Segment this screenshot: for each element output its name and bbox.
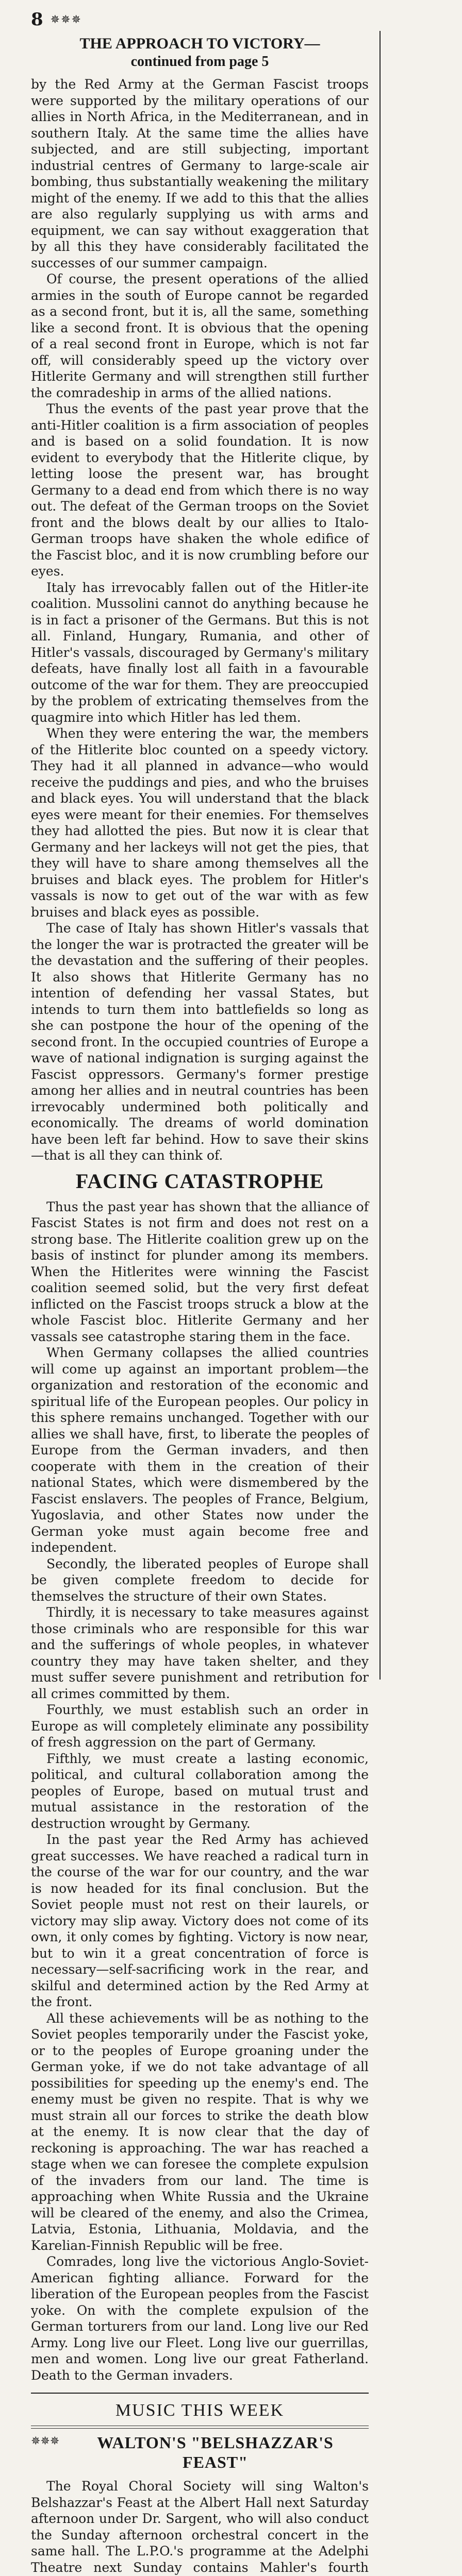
music-section-title: MUSIC THIS WEEK [115, 2401, 285, 2420]
article-paragraph: Italy has irrevocably fallen out of the Hitler-ite coalition. Mussolini cannot do anything because he is in fact a prisoner of the Germans. But this is not all. Finland, Hungary, Rumania, and other of Hitler's vassals, discouraged by Germany's military defeats, have finally lost all faith in a favourable outcome of the war for them. They are preoccupied by the problem of extricating themselves from the quagmire into which Hitler has led them. [31, 580, 369, 725]
article-subtitle: continued from page 5 [130, 54, 269, 70]
article-paragraph: In the past year the Red Army has achieved great successes. We have reached a radical turn in the course of the war for our country, and the war is now headed for its final conclusion. But the Soviet people must not rest on their laurels, or victory may slip away. Victory does not come of its own, it only comes by fighting. Victory is now near, but to win it a great concentration of force is necessary—self-sacrificing work in the rear, and skilful and determined action by the Red Army at the front. [31, 1832, 369, 2009]
article-paragraph: The case of Italy has shown Hitler's vassals that the longer the war is protracted the greater will be the devastation and the suffering of their peoples. It also shows that Hitlerite Germany has no intention of defending her vassal States, but intends to turn them into battlefields so long as she can postpone the hour of the opening of the second front. In the occupied countries of Europe a wave of national indignation is surging against the Fascist oppressors. Germany's former prestige among her allies and in neutral countries has been irrevocably undermined both politically and economically. The dreams of world domination have been left far behind. How to save their skins—that is all they can think of. [31, 921, 369, 1163]
article-title: THE APPROACH TO VICTORY— [79, 35, 320, 52]
article-paragraph: Fourthly, we must establish such an order in Europe as will completely eliminate any possibility of fresh aggression on the part of Germany. [31, 1702, 369, 1750]
stars-ornament-icon: ✵✵✵ [50, 13, 82, 26]
article-paragraph: Secondly, the liberated peoples of Europe shall be given complete freedom to decide for themselves the structure of their own States. [31, 1556, 369, 1604]
article-paragraph: All these achievements will be as nothing to the Soviet peoples temporarily under the Fascist yoke, or to the peoples of Europe groaning under the German yoke, if we do not take advantage of all possibilities for speeding up the enemy's end. The enemy must be given no respite. That is why we must strain all our forces to strike the death blow at the enemy. It is now clear that the day of reckoning is approaching. The war has reached a stage when we can foresee the complete expulsion of the invaders from our land. The time is approaching when White Russia and the Ukraine will be cleared of the enemy, and also the Crimea, Latvia, Estonia, Lithuania, Moldavia, and the Karelian-Finnish Republic will be free. [31, 2010, 369, 2253]
double-rule [31, 2426, 369, 2429]
page-header [31, 9, 82, 30]
music-feature-title-line2: FEAST" [183, 2453, 248, 2471]
article-paragraph: Thus the past year has shown that the alliance of Fascist States is not firm and does not rest on a strong base. The Hitlerite coalition grew up on the basis of instinct for plunder among its members. When the Hitlerites were winning the Fascist coalition seemed solid, but the very first defeat inflicted on the Fascist troops struck a blow at the whole Fascist bloc. Hitlerite Germany and her vassals see catastrophe staring them in the face. [31, 1199, 369, 1344]
article-paragraph: Fifthly, we must create a lasting economic, political, and cultural collaboration among the peoples of Europe, based on mutual trust and mutual assistance in the restoration of the destruction wrought by Germany. [31, 1751, 369, 1831]
article-column [31, 35, 369, 2576]
article-paragraph: by the Red Army at the German Fascist troops were supported by the military operations of our allies in North Africa, in the Mediterranean, and in southern Italy. At the same time the allies have subjected, and are still subjecting, important industrial centres of Germany to large-scale air bombing, thus substantially weakening the military might of the enemy. If we add to this that the allies are also regularly supplying us with arms and equipment, we can say without exaggeration that by all this they have considerably facilitated the successes of our summer campaign. [31, 77, 369, 270]
article-paragraph: Thirdly, it is necessary to take measures against those criminals who are responsible for this war and the sufferings of whole peoples, in whatever country they may have taken shelter, and they must suffer severe punishment and retribution for all crimes committed by them. [31, 1605, 369, 1701]
section-heading: FACING CATASTROPHE [75, 1169, 324, 1193]
stars-ornament-icon: ✵✵✵ [31, 2435, 60, 2448]
column-divider [380, 31, 381, 1680]
article-paragraph: When they were entering the war, the members of the Hitlerite bloc counted on a speedy victory. They had it all planned in advance—who would receive the puddings and pies, and who the bruises and black eyes. You will understand that the black eyes were meant for their enemies. For themselves they had allotted the pies. But now it is clear that Germany and her lackeys will not get the pies, that they will have to share among themselves all the bruises and black eyes. The problem for Hitler's vassals is now to get out of the war with as few bruises and black eyes as possible. [31, 726, 369, 920]
article-paragraph: Comrades, long live the victorious Anglo-Soviet-American fighting alliance. Forward for the liberation of the European peoples from the Fascist yoke. On with the complete expulsion of the German torturers from our land. Long live our Red Army. Long live our Fleet. Long live our guerrillas, men and women. Long live our great Fatherland. Death to the German invaders. [31, 2254, 369, 2383]
music-paragraph: The Royal Choral Society will sing Walton's Belshazzar's Feast at the Albert Hall next Saturday afternoon under Dr. Sargent, who will also conduct the Sunday afternoon orchestral concert in the same hall. The L.P.O.'s programme at the Adelphi Theatre next Sunday contains Mahler's fourth [31, 2479, 369, 2575]
article-paragraph: Of course, the present operations of the allied armies in the south of Europe cannot be regarded as a second front, but it is, all the same, something like a second front. It is obvious that the opening of a real second front in Europe, which is not far off, will considerably speed up the victory over Hitlerite Germany and will strengthen still further the comradeship in arms of the allied nations. [31, 272, 369, 400]
music-feature-title-line1: WALTON'S "BELSHAZZAR'S [97, 2433, 334, 2452]
page-number: 8 [31, 9, 43, 30]
article-paragraph: Thus the events of the past year prove that the anti-Hitler coalition is a firm association of peoples and is based on a solid foundation. It is now evident to everybody that the Hitlerite clique, by letting loose the present war, has brought Germany to a dead end from which there is no way out. The defeat of the German troops on the Soviet front and the blows dealt by our allies to Italo-German troops have shaken the whole edifice of the Fascist bloc, and it is now crumbling before our eyes. [31, 401, 369, 579]
article-paragraph: When Germany collapses the allied countries will come up against an important problem—the organization and restoration of the economic and spiritual life of the European peoples. Our policy in this sphere remains unchanged. Together with our allies we shall have, first, to liberate the peoples of Europe from the German invaders, and then cooperate with them in the creation of their national States, which were dismembered by the Fascist enslavers. The peoples of France, Belgium, Yugoslavia, and other States now under the German yoke must again become free and independent. [31, 1345, 369, 1555]
music-feature-heading [31, 2433, 369, 2472]
section-divider [31, 2393, 369, 2394]
